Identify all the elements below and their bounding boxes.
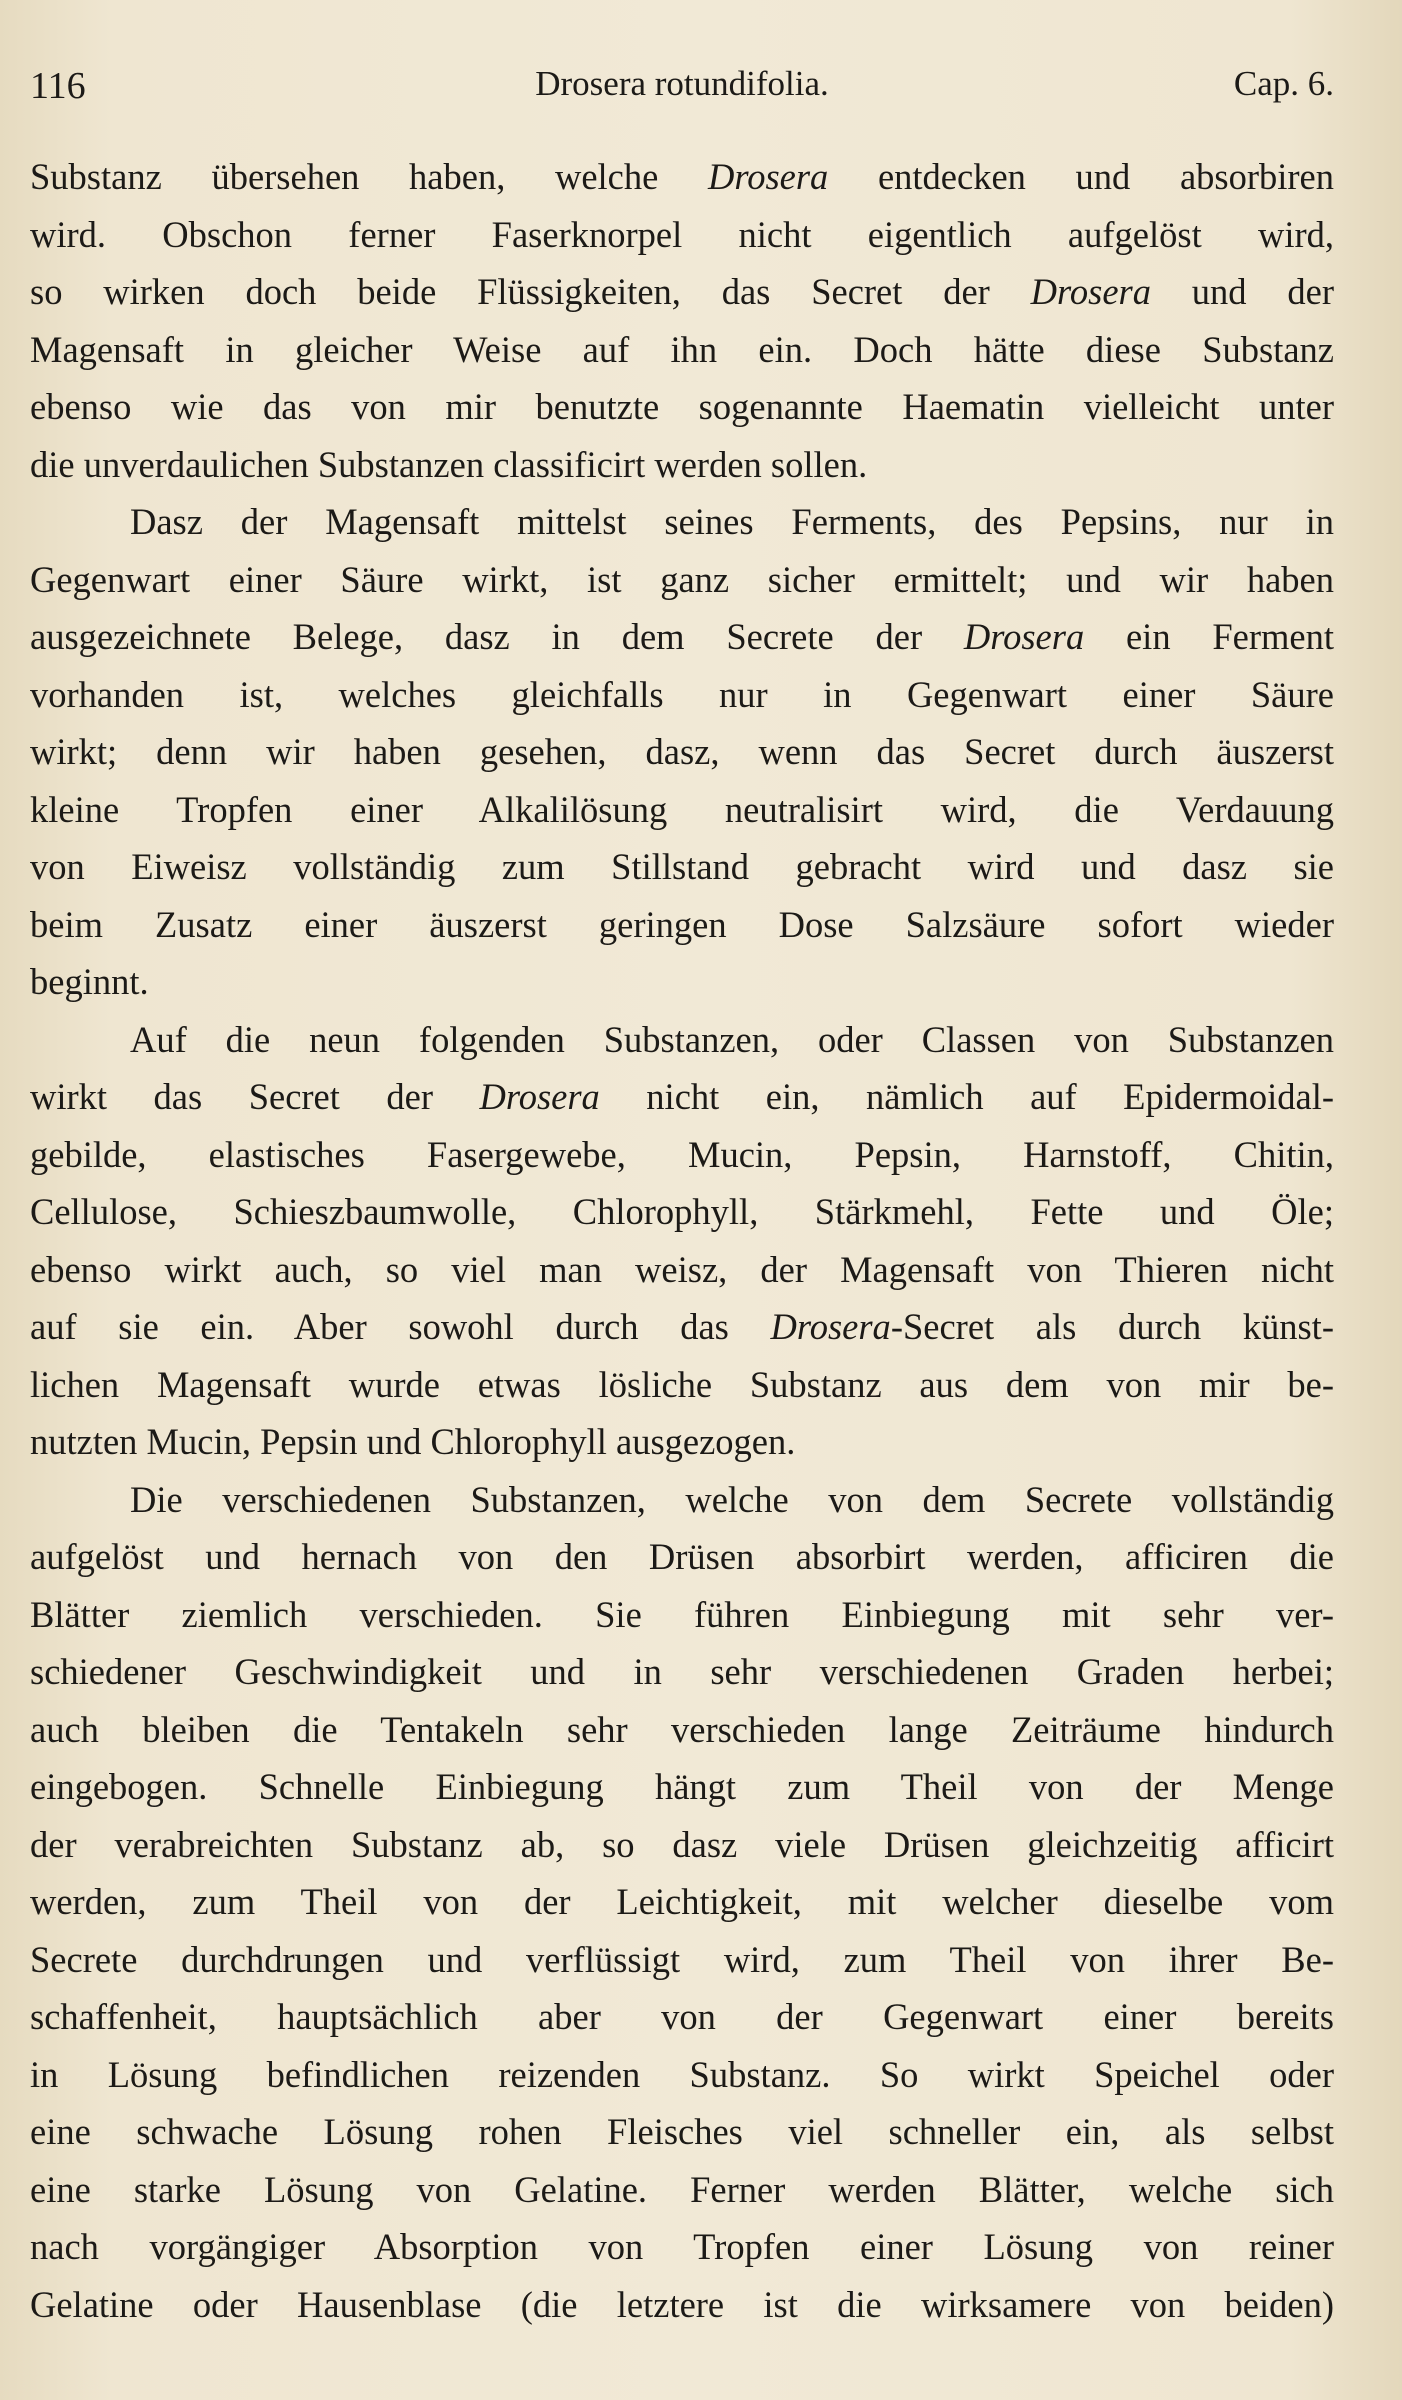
text-line: beginnt.: [30, 961, 149, 1002]
text-line: ausgezeichnete Belege, dasz in dem Secrete der Drosera ein Ferment: [30, 616, 1334, 657]
text-line: ebenso wie das von mir benutzte sogenannte Haematin vielleicht unter: [30, 386, 1334, 427]
text-line: Gelatine oder Hausenblase (die letztere ist die wirksamere von beiden): [30, 2283, 1334, 2325]
text-line: werden, zum Theil von der Leichtigkeit, mit welcher dieselbe vom: [30, 1881, 1334, 1922]
text-line: wirkt das Secret der Drosera nicht ein, nämlich auf Epidermoidal-: [30, 1076, 1334, 1117]
italic-term: Drosera: [963, 616, 1085, 657]
page-number: 116: [30, 65, 86, 107]
text-line: wird. Obschon ferner Faserknorpel nicht eigentlich aufgelöst wird,: [30, 213, 1334, 255]
text-line: schaffenheit, hauptsächlich aber von der Gegenwart einer bereits: [30, 1996, 1334, 2037]
italic-term: Drosera: [1030, 271, 1151, 312]
text-line: nach vorgängiger Absorption von Tropfen einer Lösung von reiner: [30, 2226, 1334, 2267]
text-line: Cellulose, Schieszbaumwolle, Chlorophyll, Stärkmehl, Fette und Öle;: [30, 1191, 1334, 1232]
text-line: der verabreichten Substanz ab, so dasz viele Drüsen gleichzeitig afficirt: [30, 1823, 1334, 1865]
text-line: in Lösung befindlichen reizenden Substanz. So wirkt Speichel oder: [30, 2053, 1334, 2095]
paragraph: [30, 148, 1334, 493]
text-line: auch bleiben die Tentakeln sehr verschieden lange Zeiträume hindurch: [30, 1708, 1334, 1750]
text-line: ebenso wirkt auch, so viel man weisz, der Magensaft von Thieren nicht: [30, 1248, 1334, 1290]
text-line: von Eiweisz vollständig zum Stillstand gebracht wird und dasz sie: [30, 846, 1334, 887]
text-line: Blätter ziemlich verschieden. Sie führen Einbiegung mit sehr ver-: [30, 1593, 1334, 1635]
italic-term: Drosera: [707, 156, 829, 197]
page-header: [30, 64, 1334, 112]
text-line: wirkt; denn wir haben gesehen, dasz, wenn das Secret durch äuszerst: [30, 731, 1334, 772]
text-line: vorhanden ist, welches gleichfalls nur in Gegenwart einer Säure: [30, 673, 1334, 715]
text-line: so wirken doch beide Flüssigkeiten, das Secret der Drosera und der: [30, 271, 1334, 312]
text-line: Die verschiedenen Substanzen, welche von dem Secrete vollständig: [130, 1478, 1334, 1520]
text-line: lichen Magensaft wurde etwas lösliche Substanz aus dem von mir be-: [30, 1363, 1334, 1405]
text-line: Gegenwart einer Säure wirkt, ist ganz sicher ermittelt; und wir haben: [30, 558, 1334, 600]
text-line: eine starke Lösung von Gelatine. Ferner werden Blätter, welche sich: [30, 2168, 1334, 2210]
body-text: [30, 148, 1334, 2333]
text-line: auf sie ein. Aber sowohl durch das Drosera-Secret als durch künst-: [30, 1306, 1334, 1347]
paragraph: [30, 1011, 1334, 1471]
text-line: Dasz der Magensaft mittelst seines Ferments, des Pepsins, nur in: [130, 501, 1334, 542]
text-line: Magensaft in gleicher Weise auf ihn ein. Doch hätte diese Substanz: [30, 328, 1334, 370]
text-line: kleine Tropfen einer Alkalilösung neutralisirt wird, die Verdauung: [30, 788, 1334, 830]
text-line: aufgelöst und hernach von den Drüsen absorbirt werden, afficiren die: [30, 1536, 1334, 1577]
text-line: beim Zusatz einer äuszerst geringen Dose Salzsäure sofort wieder: [30, 903, 1334, 945]
text-line: eingebogen. Schnelle Einbiegung hängt zum Theil von der Menge: [30, 1766, 1334, 1807]
text-line: Substanz übersehen haben, welche Drosera entdecken und absorbiren: [30, 156, 1335, 197]
text-line: Auf die neun folgenden Substanzen, oder Classen von Substanzen: [130, 1018, 1334, 1060]
text-line: schiedener Geschwindigkeit und in sehr verschiedenen Graden herbei;: [30, 1651, 1334, 1692]
paragraph: [30, 493, 1334, 1011]
text-line: gebilde, elastisches Fasergewebe, Mucin, Pepsin, Harnstoff, Chitin,: [30, 1133, 1334, 1175]
paragraph: [30, 1471, 1334, 2334]
italic-term: Drosera: [479, 1076, 600, 1117]
text-line: eine schwache Lösung rohen Fleisches viel schneller ein, als selbst: [30, 2111, 1334, 2152]
text-line: die unverdaulichen Substanzen classificirt werden sollen.: [30, 443, 868, 485]
italic-term: Drosera: [770, 1306, 891, 1347]
running-title: Drosera rotundifolia.: [535, 64, 829, 103]
text-line: Secrete durchdrungen und verflüssigt wird, zum Theil von ihrer Be-: [30, 1938, 1334, 1980]
text-line: nutzten Mucin, Pepsin und Chlorophyll ausgezogen.: [30, 1421, 796, 1462]
chapter-label: Cap. 6.: [1233, 64, 1334, 103]
